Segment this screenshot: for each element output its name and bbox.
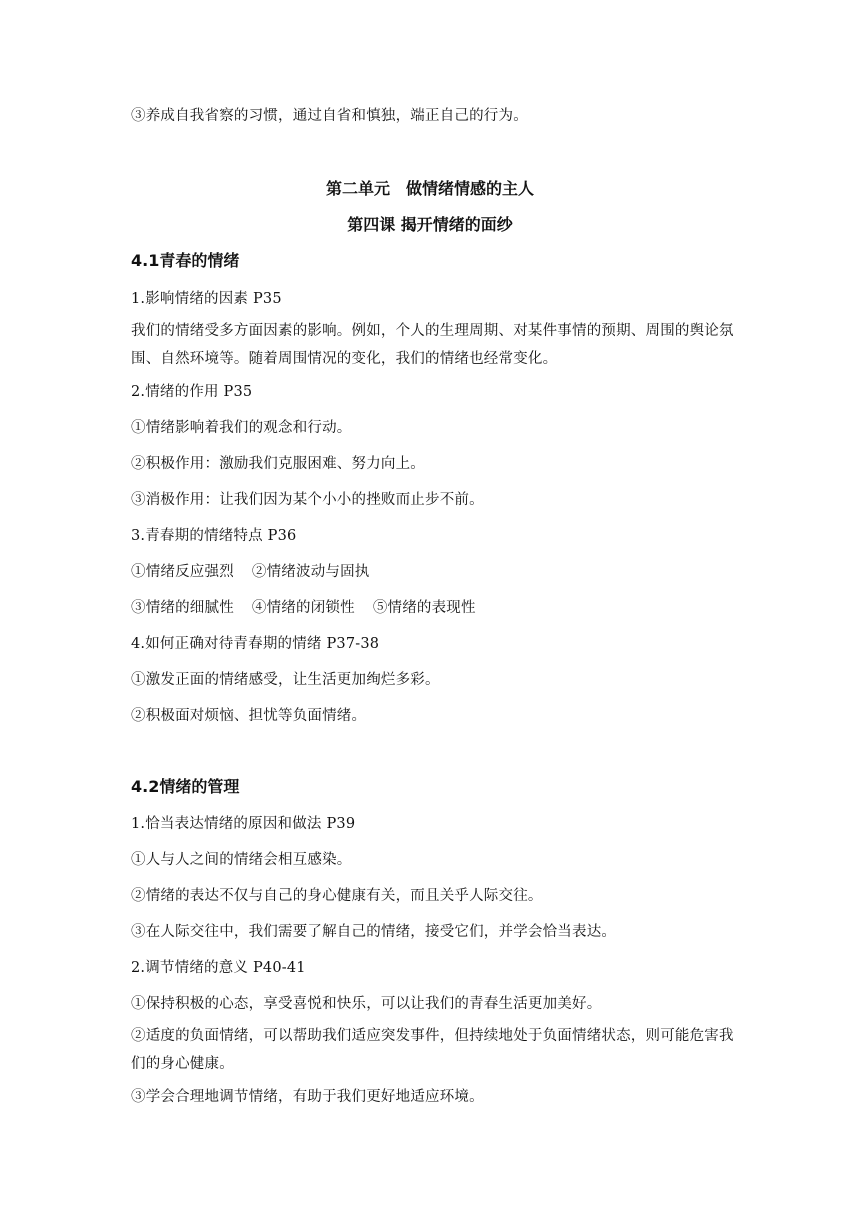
list-item: ②情绪波动与固执 [251, 564, 370, 580]
question-heading: 4.如何正确对待青春期的情绪 P37-38 [131, 636, 380, 652]
list-item: ②适度的负面情绪，可以帮助我们适应突发事件，但持续地处于负面情绪状态，则可能危害我们的身心健康。 [131, 1028, 734, 1072]
list-item: ①人与人之间的情绪会相互感染。 [131, 852, 352, 868]
section-heading-4-2: 4.2情绪的管理 [131, 777, 240, 796]
list-item: ①保持积极的心态，享受喜悦和快乐，可以让我们的青春生活更加美好。 [131, 996, 602, 1012]
lesson-title: 第四课 揭开情绪的面纱 [347, 215, 513, 234]
list-item: ①情绪影响着我们的观念和行动。 [131, 420, 352, 436]
list-item: ③在人际交往中，我们需要了解自己的情绪，接受它们，并学会恰当表达。 [131, 924, 617, 940]
paragraph: 我们的情绪受多方面因素的影响。例如，个人的生理周期、对某件事情的预期、周围的舆论氛围、自然环境等。随着周围情况的变化，我们的情绪也经常变化。 [131, 323, 734, 367]
list-item: ②情绪的表达不仅与自己的身心健康有关，而且关乎人际交往。 [131, 888, 543, 904]
list-item: ④情绪的闭锁性 [251, 600, 355, 616]
list-item: ①激发正面的情绪感受，让生活更加绚烂多彩。 [131, 672, 440, 688]
list-item: ③情绪的细腻性 [131, 600, 234, 616]
list-item: ②积极作用：激励我们克服困难、努力向上。 [131, 456, 425, 472]
list-item: ③学会合理地调节情绪，有助于我们更好地适应环境。 [131, 1089, 484, 1105]
unit-title: 第二单元 做情绪情感的主人 [325, 179, 534, 198]
section-heading-4-1: 4.1青春的情绪 [131, 251, 240, 270]
list-item: ⑤情绪的表现性 [372, 600, 476, 616]
question-heading: 2.情绪的作用 P35 [131, 384, 253, 400]
list-item: ②积极面对烦恼、担忧等负面情绪。 [131, 708, 367, 724]
question-heading: 1.恰当表达情绪的原因和做法 P39 [131, 816, 356, 832]
list-row [131, 561, 370, 583]
question-heading: 2.调节情绪的意义 P40-41 [131, 960, 306, 976]
top-list-item: ③养成自我省察的习惯，通过自省和慎独，端正自己的行为。 [131, 108, 528, 124]
list-item: ①情绪反应强烈 [131, 564, 234, 580]
question-heading: 3.青春期的情绪特点 P36 [131, 528, 297, 544]
question-heading: 1.影响情绪的因素 P35 [131, 291, 282, 307]
list-item: ③消极作用：让我们因为某个小小的挫败而止步不前。 [131, 492, 484, 508]
list-row [131, 597, 476, 619]
